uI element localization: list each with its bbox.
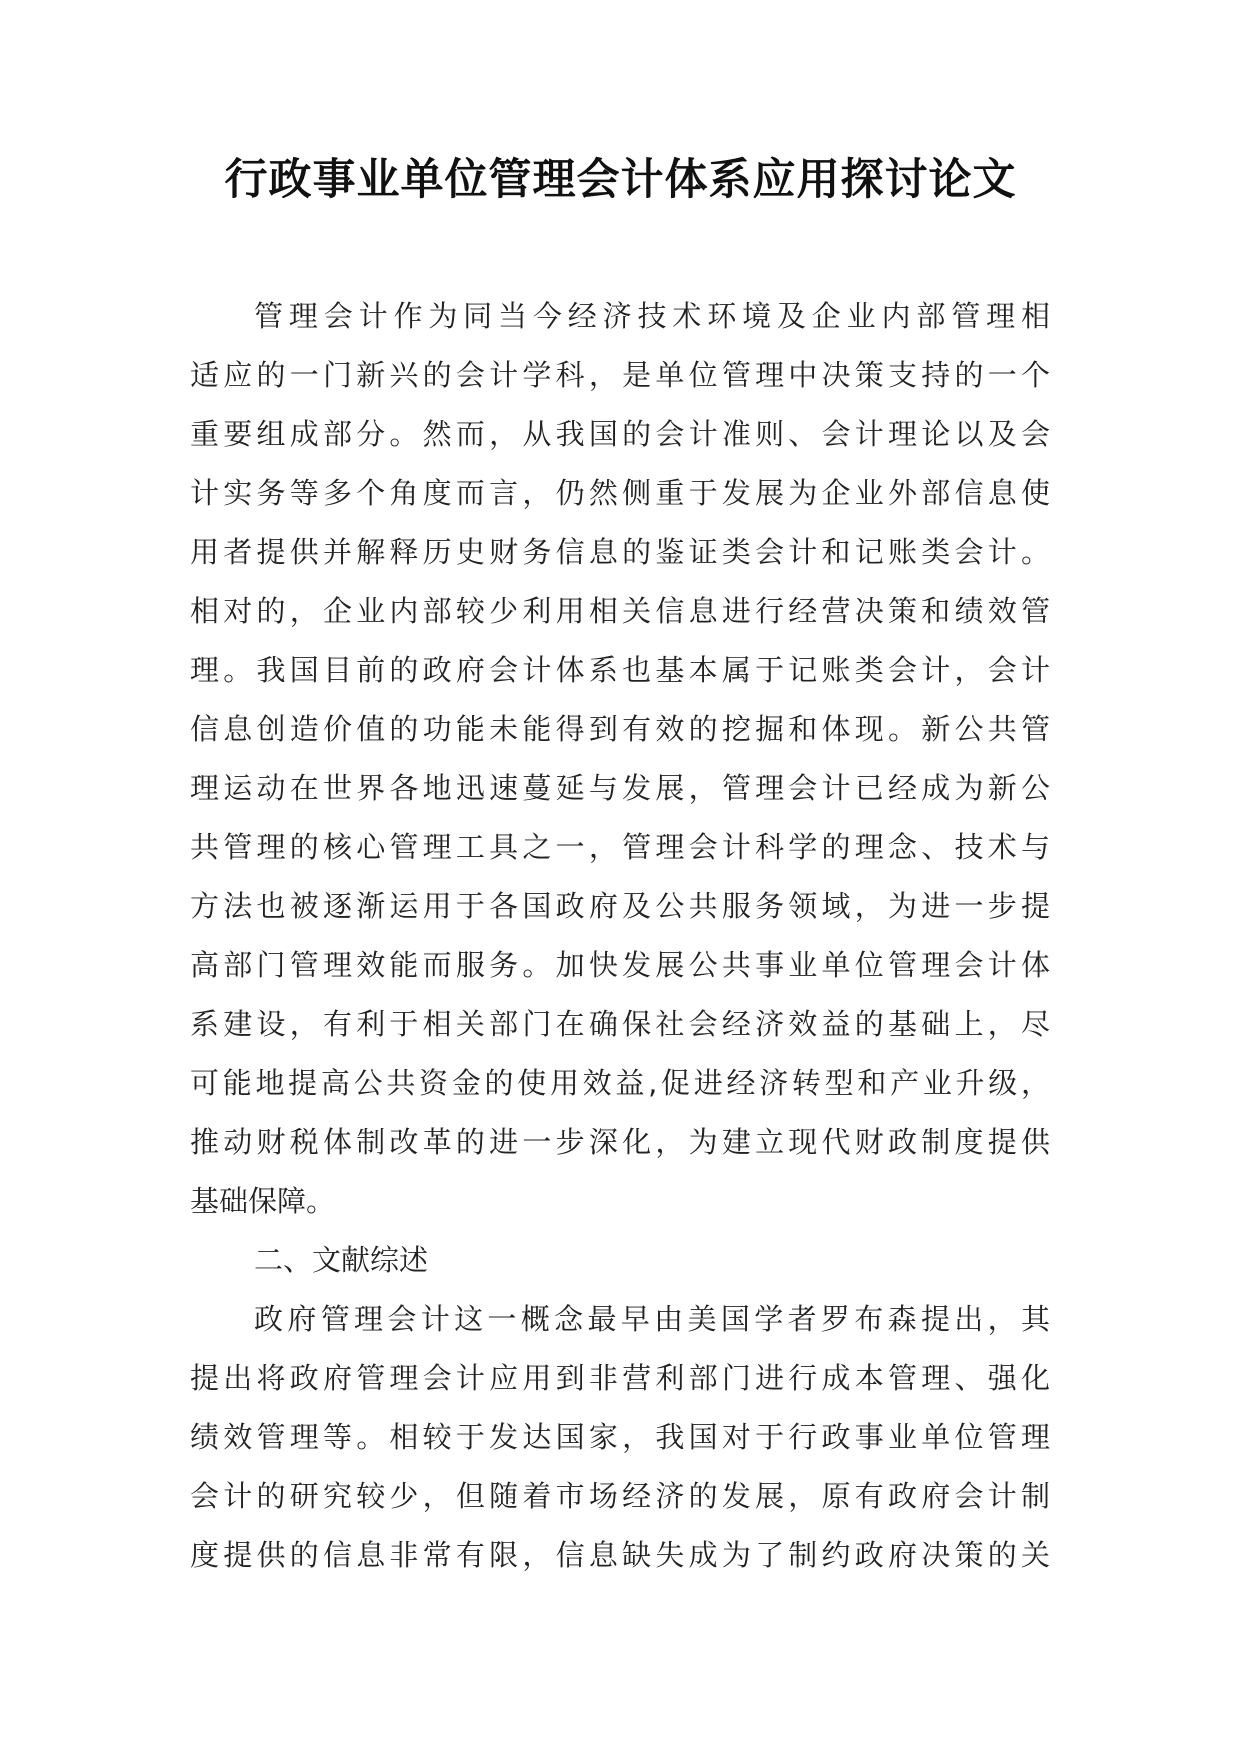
body-line: 管理会计作为同当今经济技术环境及企业内部管理相 bbox=[254, 299, 1050, 333]
body-line: 绩效管理等。相较于发达国家，我国对于行政事业单位管理 bbox=[190, 1420, 1050, 1454]
document-body bbox=[190, 287, 1050, 1585]
body-line: 信息创造价值的功能未能得到有效的挖掘和体现。新公共管 bbox=[190, 712, 1050, 746]
body-line: 会计的研究较少，但随着市场经济的发展，原有政府会计制 bbox=[190, 1479, 1050, 1513]
body-line: 相对的，企业内部较少利用相关信息进行经营决策和绩效管 bbox=[190, 594, 1050, 628]
body-line: 适应的一门新兴的会计学科，是单位管理中决策支持的一个 bbox=[190, 358, 1050, 392]
body-line: 系建设，有利于相关部门在确保社会经济效益的基础上，尽 bbox=[190, 1007, 1050, 1041]
body-line: 基础保障。 bbox=[190, 1184, 336, 1218]
section-heading: 二、文献综述 bbox=[254, 1243, 429, 1277]
body-line: 提出将政府管理会计应用到非营利部门进行成本管理、强化 bbox=[190, 1361, 1050, 1395]
body-line: 可能地提高公共资金的使用效益,促进经济转型和产业升级， bbox=[190, 1066, 1050, 1100]
body-line: 重要组成部分。然而，从我国的会计准则、会计理论以及会 bbox=[190, 417, 1050, 451]
body-line: 政府管理会计这一概念最早由美国学者罗布森提出，其 bbox=[254, 1302, 1050, 1336]
body-line: 理运动在世界各地迅速蔓延与发展，管理会计已经成为新公 bbox=[190, 771, 1050, 805]
body-line: 计实务等多个角度而言，仍然侧重于发展为企业外部信息使 bbox=[190, 476, 1050, 510]
body-line: 高部门管理效能而服务。加快发展公共事业单位管理会计体 bbox=[190, 948, 1050, 982]
body-line: 方法也被逐渐运用于各国政府及公共服务领域，为进一步提 bbox=[190, 889, 1050, 923]
body-line: 度提供的信息非常有限，信息缺失成为了制约政府决策的关 bbox=[190, 1538, 1050, 1572]
body-line: 推动财税体制改革的进一步深化，为建立现代财政制度提供 bbox=[190, 1125, 1050, 1159]
body-line: 理。我国目前的政府会计体系也基本属于记账类会计，会计 bbox=[190, 653, 1050, 687]
document-title: 行政事业单位管理会计体系应用探讨论文 bbox=[224, 155, 1017, 205]
body-line: 用者提供并解释历史财务信息的鉴证类会计和记账类会计。 bbox=[190, 535, 1050, 569]
body-line: 共管理的核心管理工具之一，管理会计科学的理念、技术与 bbox=[190, 830, 1050, 864]
